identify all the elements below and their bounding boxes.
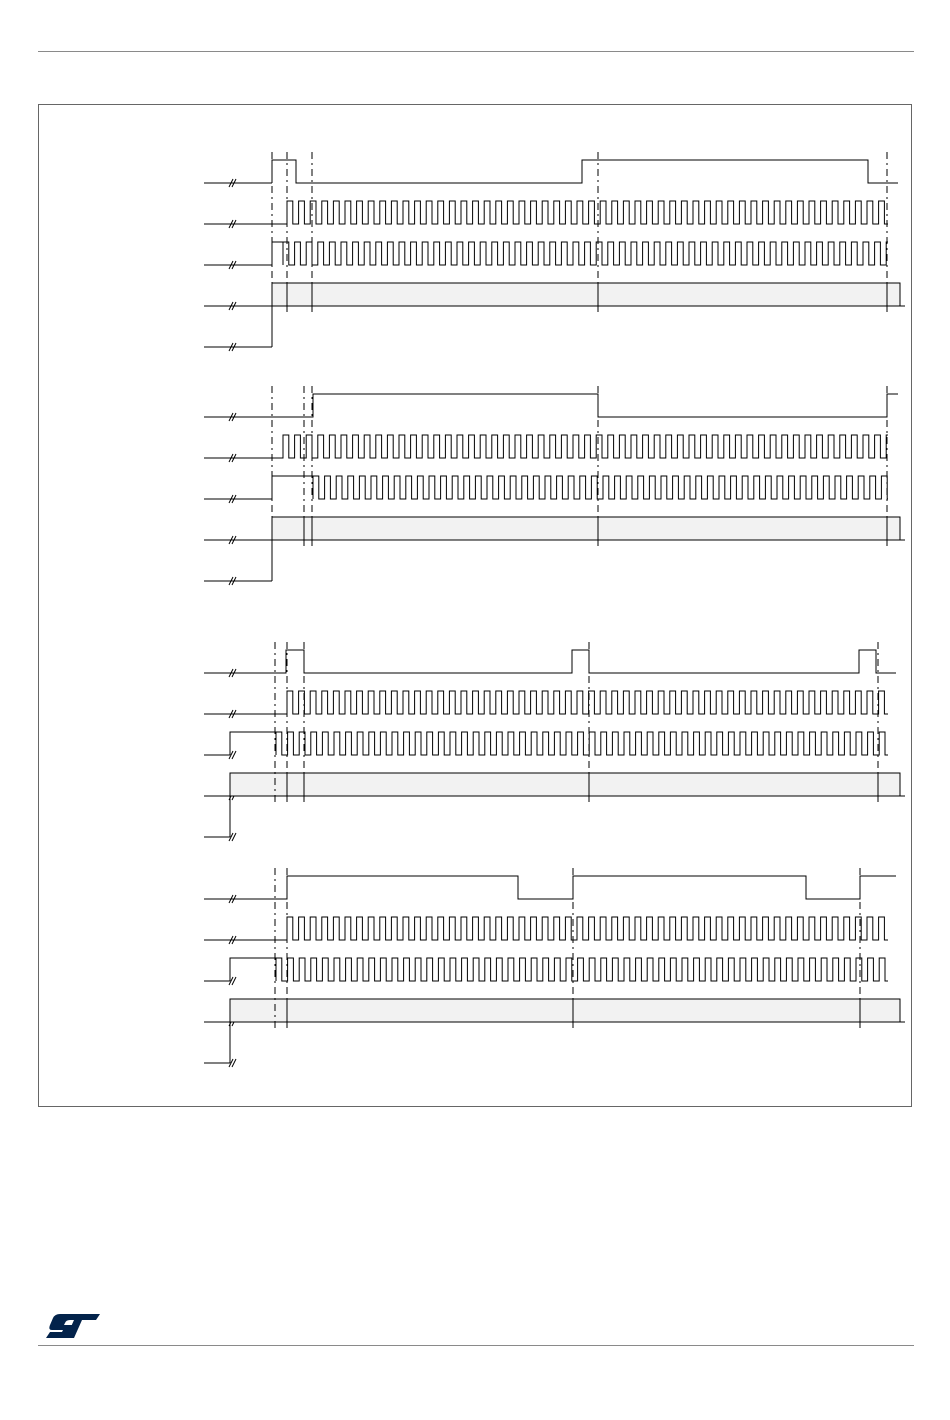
clock-signal-b-preamble bbox=[230, 958, 276, 981]
data-bus bbox=[272, 283, 900, 306]
frame-signal bbox=[230, 650, 896, 673]
enable-signal bbox=[230, 1022, 905, 1063]
frame-signal bbox=[272, 394, 898, 417]
clock-signal-b-preamble bbox=[230, 732, 276, 755]
enable-signal bbox=[230, 796, 905, 837]
clock-signal-a bbox=[230, 917, 888, 940]
enable-signal bbox=[272, 306, 905, 347]
clock-signal-a bbox=[272, 201, 888, 224]
data-bus bbox=[272, 517, 900, 540]
clock-signal-b bbox=[283, 242, 888, 265]
st-logo bbox=[44, 1310, 102, 1342]
footer-rule bbox=[38, 1345, 914, 1346]
data-bus bbox=[230, 773, 900, 796]
clock-signal-a bbox=[230, 691, 888, 714]
clock-signal-a bbox=[272, 435, 888, 458]
clock-signal-b bbox=[276, 732, 888, 755]
frame-signal bbox=[272, 160, 898, 183]
clock-signal-b-preamble bbox=[272, 476, 313, 499]
clock-signal-b-preamble bbox=[272, 242, 283, 265]
data-bus bbox=[230, 999, 900, 1022]
enable-signal bbox=[272, 540, 905, 581]
frame-signal bbox=[230, 876, 896, 899]
clock-signal-b bbox=[276, 958, 888, 981]
clock-signal-b bbox=[313, 476, 888, 499]
